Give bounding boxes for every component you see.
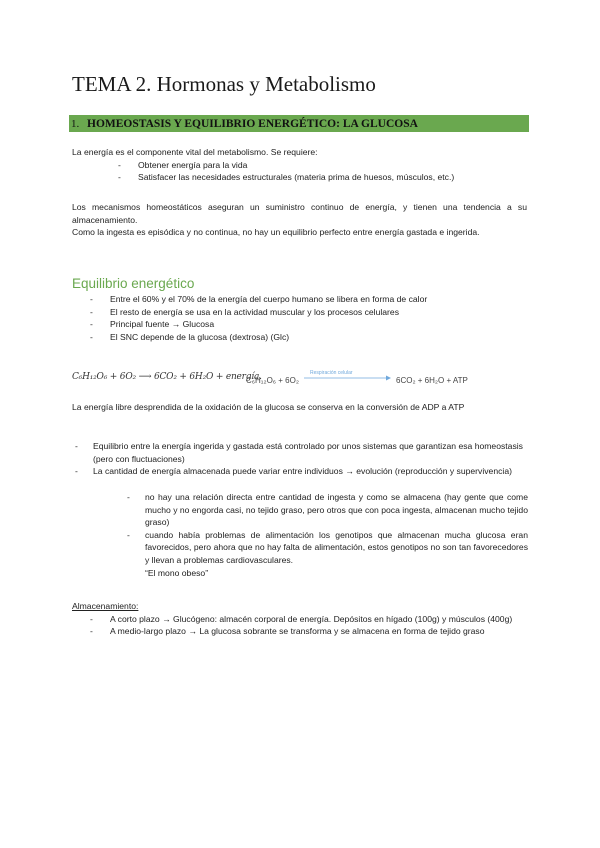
list-item: - Satisfacer las necesidades estructurales (materia prima de huesos, músculos, etc.) — [118, 172, 455, 183]
section-header — [69, 115, 529, 132]
nested-list — [127, 491, 528, 567]
list-item: - cuando había problemas de alimentación los genotipos que almacenan mucha glucosa eran favorecidos, pero ahora que no hay falta de alimentación, estos genotipos no son tan favorecedores y llevan a problemas cardiovasculares. — [127, 529, 528, 565]
equation-arrow-head — [386, 376, 391, 381]
equilibrio-list — [90, 293, 427, 343]
section-title: HOMEOSTASIS Y EQUILIBRIO ENERGÉTICO: LA GLUCOSA — [87, 117, 418, 130]
equation-left: C₆H₁₂O₆ + 6O₂ — [246, 376, 299, 385]
intro-list — [118, 159, 454, 184]
quote-text: “El mono obeso” — [145, 567, 209, 578]
subheading-equilibrio: Equilibrio energético — [72, 276, 195, 291]
equilibrio-list-block — [72, 293, 427, 343]
equation-arrow-label: Respiración celular — [310, 370, 353, 376]
section-number: 1. — [71, 117, 80, 130]
paragraph-mechanisms: Los mecanismos homeostáticos aseguran un suministro continuo de energía, y tienen una tendencia a su almacenamiento. Como la ingesta es episódica y no continua, no hay un equilibrio perfecto entre energía gastada e ingerida. — [72, 202, 527, 238]
control-list — [72, 440, 528, 478]
paragraph-atp: La energía libre desprendida de la oxidación de la glucosa se conserva en la conversión de ADP a ATP — [72, 402, 465, 412]
page-title: TEMA 2. Hormonas y Metabolismo — [72, 72, 376, 96]
respiration-equation — [244, 368, 468, 388]
list-item: - Equilibrio entre la energía ingerida y gastada está controlado por unos sistemas que garantizan esa homeostasis (pero con fluctuaciones) — [75, 441, 523, 464]
intro-text: La energía es el componente vital del metabolismo. Se requiere: — [72, 147, 318, 157]
list-item: - A corto plazo → Glucógeno: almacén corporal de energía. Depósitos en hígado (100g) y músculos (400g) — [90, 613, 513, 624]
list-item: - El SNC depende de la glucosa (dextrosa) (Glc) — [90, 331, 290, 342]
almacenamiento-list — [90, 613, 528, 638]
almacenamiento-block — [72, 600, 528, 638]
list-item: - A medio-largo plazo → La glucosa sobrante se transforma y se almacena en forma de tejido graso — [90, 626, 485, 637]
almacenamiento-heading: Almacenamiento: — [72, 601, 139, 611]
handwritten-formula: C₆H₁₂O₆ + 6O₂ ⟶ 6CO₂ + 6H₂O + energía. — [72, 372, 262, 382]
equation-right: 6CO₂ + 6H₂O + ATP — [396, 376, 468, 385]
list-item: - El resto de energía se usa en la actividad muscular y los procesos celulares — [90, 306, 399, 317]
control-list-block — [72, 440, 528, 478]
nested-list-block — [127, 491, 528, 579]
list-item: - La cantidad de energía almacenada puede variar entre individuos → evolución (reproducción y supervivencia) — [75, 466, 512, 477]
intro-block — [72, 146, 454, 184]
list-item: - Principal fuente → Glucosa — [90, 319, 215, 330]
list-item: - Obtener energía para la vida — [118, 159, 248, 170]
list-item: - Entre el 60% y el 70% de la energía del cuerpo humano se libera en forma de calor — [90, 294, 428, 304]
list-item: - no hay una relación directa entre cantidad de ingesta y como se almacena (hay gente que come mucho y no engorda casi, no tejido graso, pero otros que con poca ingesta, almacenan mucho tejido graso) — [127, 492, 528, 528]
